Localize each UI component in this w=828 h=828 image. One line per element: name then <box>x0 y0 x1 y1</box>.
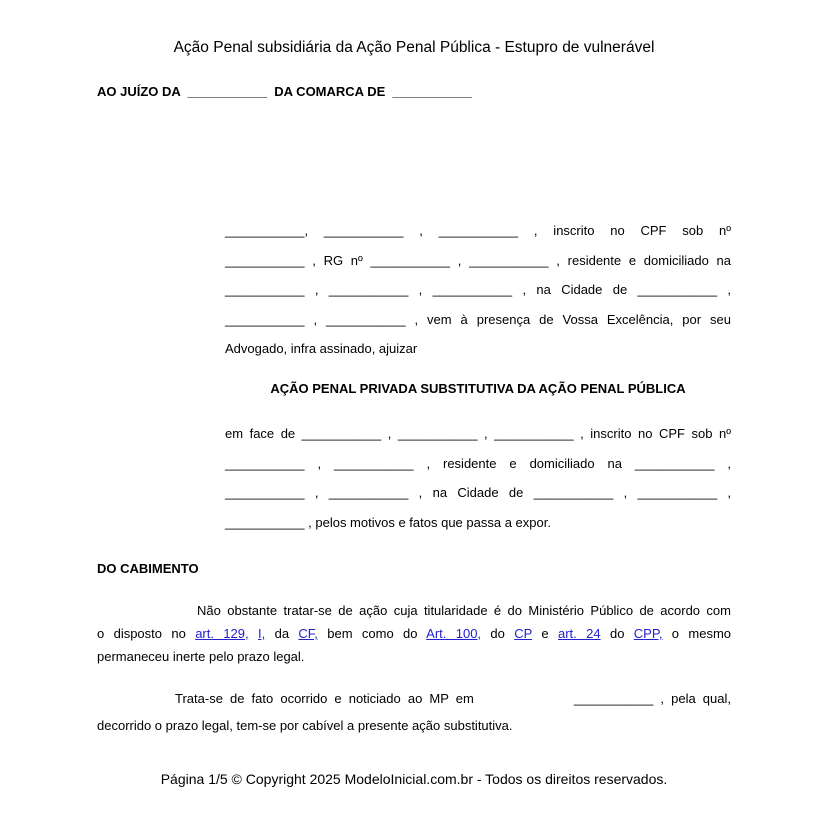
link-cp[interactable]: CP <box>514 626 533 641</box>
text-segment <box>249 626 258 641</box>
court-addressing-line: AO JUÍZO DA ___________ DA COMARCA DE ___________ <box>97 84 473 99</box>
paragraph-line: ___________ , ___________ , residente e domiciliado na ___________ , <box>225 455 731 471</box>
link-inciso-i[interactable]: I, <box>258 626 266 641</box>
text-segment: o mesmo <box>662 626 732 641</box>
text-segment: ___________ , pela qual, <box>573 691 731 706</box>
author-qualification-paragraph <box>225 216 731 364</box>
document-title: Ação Penal subsidiária da Ação Penal Pública - Estupro de vulnerável <box>173 39 655 56</box>
paragraph-line: decorrido o prazo legal, tem-se por cabível a presente ação substitutiva. <box>97 718 513 733</box>
paragraph-line: em face de ___________ , ___________ , ___________ , inscrito no CPF sob nº <box>225 426 731 441</box>
text-segment: Trata-se de fato ocorrido e noticiado ao MP em <box>175 691 474 706</box>
section-heading-cabimento: DO CABIMENTO <box>97 561 199 576</box>
link-art-129[interactable]: art. 129, <box>195 626 249 641</box>
paragraph-line: Não obstante tratar-se de ação cuja titularidade é do Ministério Público de acordo com <box>197 603 731 618</box>
text-segment: do <box>481 626 515 641</box>
text-segment: e <box>532 626 558 641</box>
paragraph-line <box>97 685 731 712</box>
blank-gap-spacer <box>474 702 574 703</box>
link-art-24[interactable]: art. 24 <box>558 626 601 641</box>
defendant-qualification-paragraph <box>225 419 731 537</box>
link-cpp[interactable]: CPP, <box>633 626 663 641</box>
paragraph-line: ___________ , ___________ , ___________ , na Cidade de ___________ , <box>225 282 731 297</box>
paragraph-line: ___________ , ___________ , na Cidade de ___________ , ___________ , <box>225 485 731 500</box>
text-segment: do <box>600 626 634 641</box>
link-cf[interactable]: CF, <box>298 626 318 641</box>
paragraph-line: ___________ , RG nº ___________ , ___________ , residente e domiciliado na <box>225 252 731 268</box>
action-title-heading: AÇÃO PENAL PRIVADA SUBSTITUTIVA DA AÇÃO PENAL PÚBLICA <box>270 380 686 396</box>
cabimento-paragraph <box>97 599 731 668</box>
paragraph-line: ___________ , pelos motivos e fatos que passa a expor. <box>225 514 551 530</box>
paragraph-line: Advogado, infra assinado, ajuizar <box>225 341 418 356</box>
paragraph-line: ___________ , ___________ , vem à presença de Vossa Excelência, por seu <box>225 311 731 327</box>
page-footer: Página 1/5 © Copyright 2025 ModeloInicial.com.br - Todos os direitos reservados. <box>160 771 668 787</box>
text-segment: o disposto no <box>97 626 196 641</box>
paragraph-line: permaneceu inerte pelo prazo legal. <box>97 649 305 664</box>
link-art-100[interactable]: Art. 100, <box>426 626 482 641</box>
trata-se-paragraph <box>97 685 731 739</box>
paragraph-line-with-links <box>97 622 731 645</box>
text-segment: da <box>265 626 299 641</box>
text-segment: bem como do <box>317 626 427 641</box>
paragraph-line: ___________, ___________ , ___________ , inscrito no CPF sob nº <box>225 223 731 238</box>
